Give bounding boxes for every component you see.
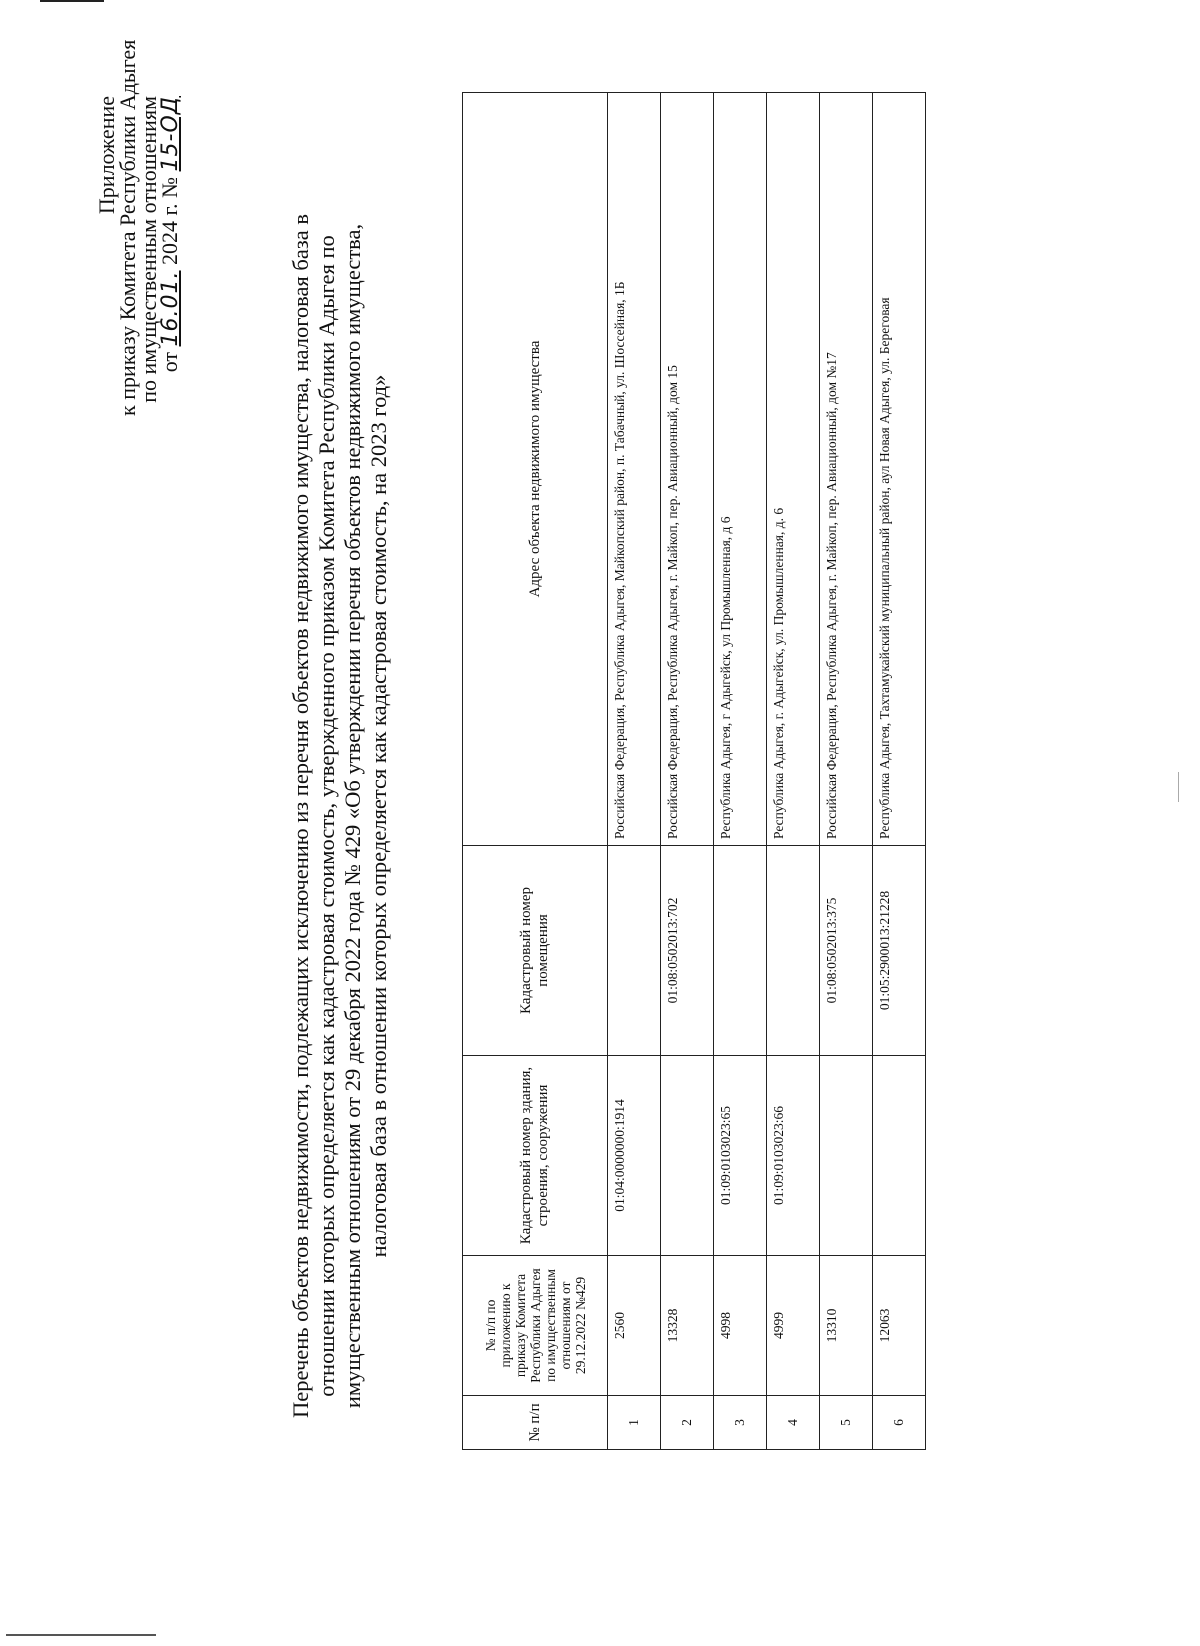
table-header-row: [463, 93, 608, 1450]
row-number: 6: [873, 1396, 926, 1450]
row-room-cadastral: [767, 846, 820, 1056]
document-heading: Перечень объектов недвижимости, подлежащих исключению из перечня объектов недвижимого имущества, налоговая база в отношении которых определяется как кадастровая стоимость, утвержденного приказом Комитета Республики Адыгея по имущественным отношениям от 29 декабря 2022 года № 429 «Об утверждении перечня объектов недвижимого имущества, налоговая база в отношении которых определяется как кадастровая стоимость, на 2023 год»: [288, 214, 391, 1418]
date-prefix: от: [157, 351, 182, 373]
row-number: 3: [714, 1396, 767, 1450]
appendix-date-line: [159, 96, 181, 416]
header-reference: № п/п по приложению к приказу Комитета Республики Адыгея по имущественным отношениям от 29.12.2022 №429: [463, 1256, 608, 1396]
row-number: 5: [820, 1396, 873, 1450]
row-room-cadastral: 01:08:0502013:702: [661, 846, 714, 1056]
appendix-order-line: к приказу Комитета Республики Адыгея: [115, 39, 140, 416]
table-row: [767, 93, 820, 1450]
table-row: [608, 93, 661, 1450]
row-reference: 12063: [873, 1256, 926, 1396]
table-row: [714, 93, 767, 1450]
header-address: Адрес объекта недвижимого имущества: [463, 93, 608, 846]
row-address: Российская Федерация, Республика Адыгея, г. Майкоп, пер. Авиационный, дом №17: [820, 93, 873, 846]
handwritten-order-number: 15-ОД: [158, 96, 183, 172]
table-row: [661, 93, 714, 1450]
row-building-cadastral: 01:04:0000000:1914: [608, 1056, 661, 1256]
appendix-block: [94, 39, 183, 416]
scan-edge-mark-top: [40, 0, 104, 2]
row-room-cadastral: [714, 846, 767, 1056]
row-room-cadastral: [608, 846, 661, 1056]
table-row: [820, 93, 873, 1450]
row-building-cadastral: [873, 1056, 926, 1256]
row-building-cadastral: [820, 1056, 873, 1256]
appendix-committee-line: по имущественным отношениям: [136, 96, 161, 403]
row-address: Республика Адыгея, Тахтамукайский муниципальный район, аул Новая Адыгея, ул. Береговая: [873, 93, 926, 846]
row-building-cadastral: 01:09:0103023:66: [767, 1056, 820, 1256]
date-year: 2024 г. №: [157, 176, 182, 265]
header-building-cadastral: Кадастровый номер здания, строения, сооружения: [463, 1056, 608, 1256]
row-building-cadastral: 01:09:0103023:65: [714, 1056, 767, 1256]
row-room-cadastral: 01:05:2900013:21228: [873, 846, 926, 1056]
row-reference: 2560: [608, 1256, 661, 1396]
row-address: Российская Федерация, Республика Адыгея, Майкопский район, п. Табачный, ул. Шоссейная, 1Б: [608, 93, 661, 846]
row-reference: 4999: [767, 1256, 820, 1396]
row-reference: 13328: [661, 1256, 714, 1396]
scan-speck: [1178, 772, 1179, 802]
row-number: 4: [767, 1396, 820, 1450]
row-building-cadastral: [661, 1056, 714, 1256]
appendix-title: Приложение: [94, 96, 119, 215]
header-number: № п/п: [463, 1396, 608, 1450]
property-table: [462, 92, 926, 1450]
row-reference: 13310: [820, 1256, 873, 1396]
row-address: Российская Федерация, Республика Адыгея, г. Майкоп, пер. Авиационный, дом 15: [661, 93, 714, 846]
handwritten-date: 16.01.: [158, 270, 183, 347]
row-room-cadastral: 01:08:0502013:375: [820, 846, 873, 1056]
row-address: Республика Адыгея, г Адыгейск, ул Промышленная, д 6: [714, 93, 767, 846]
rotated-document-page: [0, 39, 1080, 1646]
row-number: 1: [608, 1396, 661, 1450]
row-number: 2: [661, 1396, 714, 1450]
row-address: Республика Адыгея, г. Адыгейск, ул. Промышленная, д. 6: [767, 93, 820, 846]
table-row: [873, 93, 926, 1450]
row-reference: 4998: [714, 1256, 767, 1396]
header-room-cadastral: Кадастровый номер помещения: [463, 846, 608, 1056]
